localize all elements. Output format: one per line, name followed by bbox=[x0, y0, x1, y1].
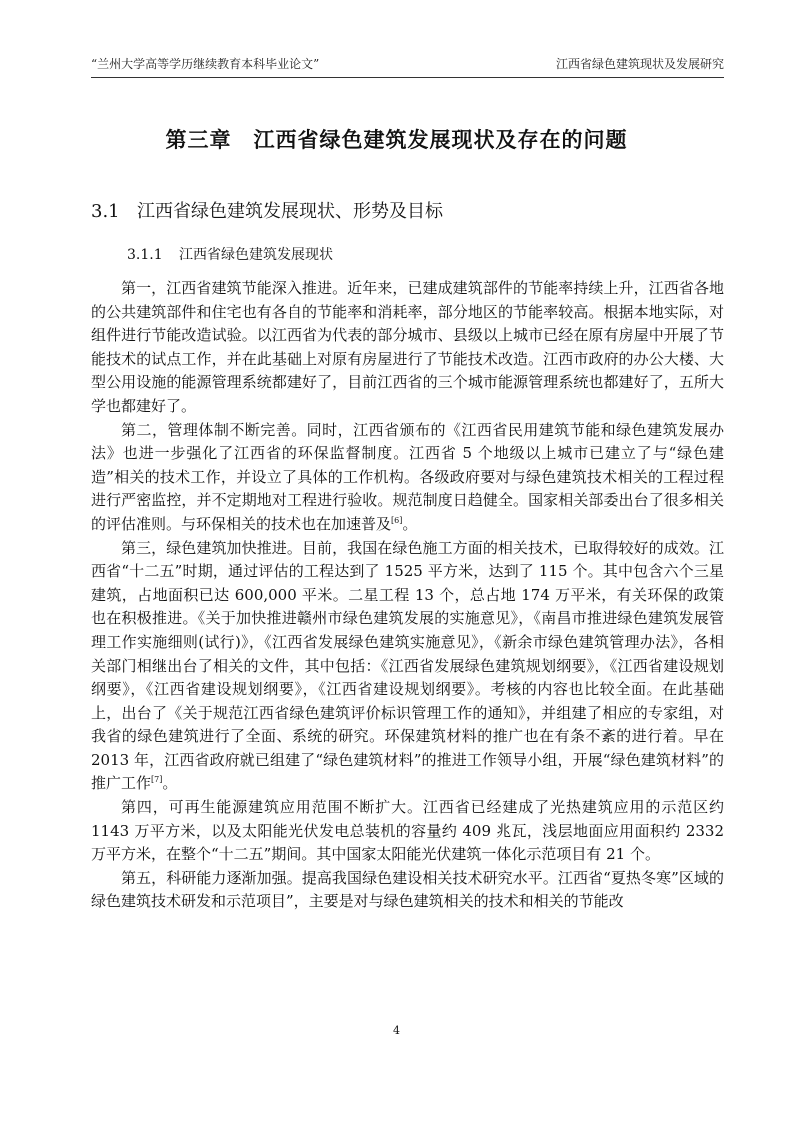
paragraph-end: 。 bbox=[162, 774, 178, 793]
section-title: 江西省绿色建筑发展现状、形势及目标 bbox=[137, 201, 443, 222]
paragraph-text: 第四，可再生能源建筑应用范围不断扩大。江西省已经建成了光热建筑应用的示范区约 1143 万平方米，以及太阳能光伏发电总装机的容量约 409 兆瓦，浅层地面应用面积约 2332 万平方米，在整个“十二五”期间。其中国家太阳能光伏建筑一体化示范项目有 21 个。 bbox=[91, 798, 724, 864]
subsection-title: 江西省绿色建筑发展现状 bbox=[179, 247, 333, 263]
subsection-heading bbox=[127, 244, 333, 264]
paragraph bbox=[91, 537, 724, 797]
header-paper-title: 江西省绿色建筑现状及发展研究 bbox=[555, 57, 724, 71]
subsection-number: 3.1.1 bbox=[127, 247, 163, 263]
running-header bbox=[91, 54, 724, 74]
paragraph bbox=[91, 419, 724, 537]
citation-ref: [6] bbox=[391, 515, 403, 525]
header-divider bbox=[91, 77, 724, 78]
paragraph bbox=[91, 867, 724, 914]
paragraph-end: 。 bbox=[402, 514, 418, 533]
paragraph-text: 第三，绿色建筑加快推进。目前，我国在绿色施工方面的相关技术，已取得较好的成效。江西省“十二五”时期，通过评估的工程达到了 1525 平方米，达到了 115 个。其中包含六个三星建筑，占地面积已达 600,000 平米。二星工程 13 个，总占地 174 万平米，有关环保的政策也在积极推进。《关于加快推进赣州市绿色建筑发展的实施意见》，《南昌市推进绿色建筑发展管理工作实施细则(试行)》，《江西省发展绿色建筑实施意见》，《新余市绿色建筑管理办法》，各相关部门相继出台了相关的文件，其中包括：《江西省发展绿色建筑规划纲要》，《江西省建设规划纲要》，《江西省建设规划纲要》，《江西省建设规划纲要》。考核的内容也比较全面。在此基础上，出台了《关于规范江西省绿色建筑评价标识管理工作的通知》，并组建了相应的专家组，对我省的绿色建筑进行了全面、系统的研究。环保建筑材料的推广也在有条不紊的进行着。早在 2013 年，江西省政府就已组建了“绿色建筑材料”的推进工作领导小组，开展“绿色建筑材料”的推广工作 bbox=[91, 538, 724, 793]
paragraph-text: 第五，科研能力逐渐加强。提高我国绿色建设相关技术研究水平。江西省“夏热冬寒”区域的绿色建筑技术研发和示范项目”，主要是对与绿色建筑相关的技术和相关的节能改 bbox=[91, 868, 724, 911]
paragraph-text: 第一，江西省建筑节能深入推进。近年来，已建成建筑部件的节能率持续上升，江西省各地的公共建筑部件和住宅也有各自的节能率和消耗率，部分地区的节能率较高。根据本地实际，对组件进行节能改造试验。以江西省为代表的部分城市、县级以上城市已经在原有房屋中开展了节能技术的试点工作，并在此基础上对原有房屋进行了节能技术改造。江西市政府的办公大楼、大型公用设施的能源管理系统都建好了，目前江西省的三个城市能源管理系统也都建好了，五所大学也都建好了。 bbox=[91, 279, 724, 415]
section-number: 3.1 bbox=[91, 201, 120, 222]
body-text bbox=[91, 277, 724, 914]
chapter-title: 第三章 江西省绿色建筑发展现状及存在的问题 bbox=[165, 127, 628, 152]
paragraph bbox=[91, 277, 724, 419]
paragraph-text: 第二，管理体制不断完善。同时，江西省颁布的《江西省民用建筑节能和绿色建筑发展办法》也进一步强化了江西省的环保监督制度。江西省 5 个地级以上城市已建立了与“绿色建造”相关的技术工作，并设立了具体的工作机构。各级政府要对与绿色建筑技术相关的工程过程进行严密监控，并不定期地对工程进行验收。规范制度日趋健全。国家相关部委出台了很多相关的评估准则。与环保相关的技术也在加速普及 bbox=[91, 420, 724, 533]
header-thesis-label: “兰州大学高等学历继续教育本科毕业论文” bbox=[91, 57, 320, 71]
citation-ref: [7] bbox=[151, 775, 163, 785]
paragraph bbox=[91, 796, 724, 867]
section-heading bbox=[91, 197, 443, 223]
page-number: 4 bbox=[393, 1024, 400, 1037]
